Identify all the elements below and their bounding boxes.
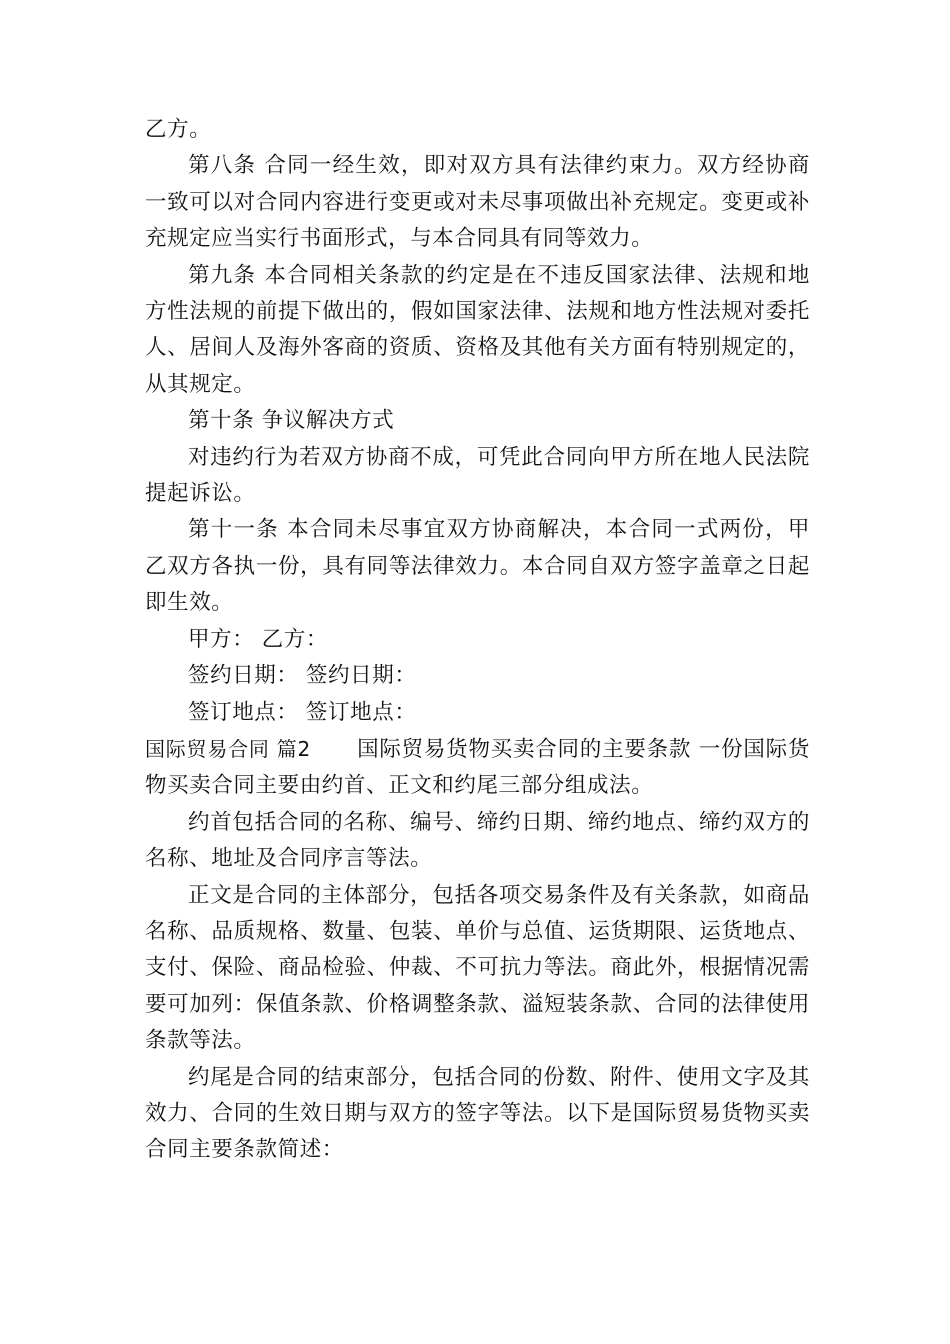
paragraph-contract-end: 约尾是合同的结束部分，包括合同的份数、附件、使用文字及其效力、合同的生效日期与双方的签字等法。以下是国际贸易货物买卖合同主要条款简述： — [145, 1064, 810, 1163]
section-2-intro — [145, 731, 810, 805]
paragraph-contract-body: 正文是合同的主体部分，包括各项交易条件及有关条款，如商品名称、品质规格、数量、包装、单价与总值、运货期限、运货地点、支付、保险、商品检验、仲裁、不可抗力等法。商此外，根据情况需要可加列：保值条款、价格调整条款、溢短装条款、合同的法律使用条款等法。 — [145, 882, 810, 1054]
signature-parties: 甲方： 乙方： — [188, 626, 329, 652]
section-2-text: 国际贸易货物买卖合同的主要条款 一份国际货物买卖合同主要由约首、正文和约尾三部分组成法。 — [145, 736, 811, 799]
paragraph-article-8: 第八条 合同一经生效，即对双方具有法律约束力。双方经协商一致可以对合同内容进行变更或对未尽事项做出补充规定。变更或补充规定应当实行书面形式，与本合同具有同等效力。 — [145, 153, 810, 252]
document-body — [145, 112, 810, 1169]
paragraph-continuation: 乙方。 — [145, 117, 212, 142]
paragraph-article-10-title: 第十条 争议解决方式 — [188, 408, 395, 434]
paragraph-dispute-resolution: 对违约行为若双方协商不成，可凭此合同向甲方所在地人民法院提起诉讼。 — [145, 444, 810, 507]
paragraph-article-11: 第十一条 本合同未尽事宜双方协商解决，本合同一式两份，甲乙双方各执一份，具有同等法律效力。本合同自双方签字盖章之日起即生效。 — [145, 517, 810, 616]
paragraph-article-9: 第九条 本合同相关条款的约定是在不违反国家法律、法规和地方性法规的前提下做出的，假如国家法律、法规和地方性法规对委托人、居间人及海外客商的资质、资格及其他有关方面有特别规定的，从其规定。 — [145, 262, 810, 397]
paragraph-contract-header: 约首包括合同的名称、编号、缔约日期、缔约地点、缔约双方的名称、地址及合同序言等法。 — [145, 809, 810, 872]
signature-places: 签订地点： 签订地点： — [188, 699, 417, 725]
signature-dates: 签约日期： 签约日期： — [188, 663, 417, 689]
section-2-title: 国际贸易合同 篇2 — [145, 736, 311, 761]
